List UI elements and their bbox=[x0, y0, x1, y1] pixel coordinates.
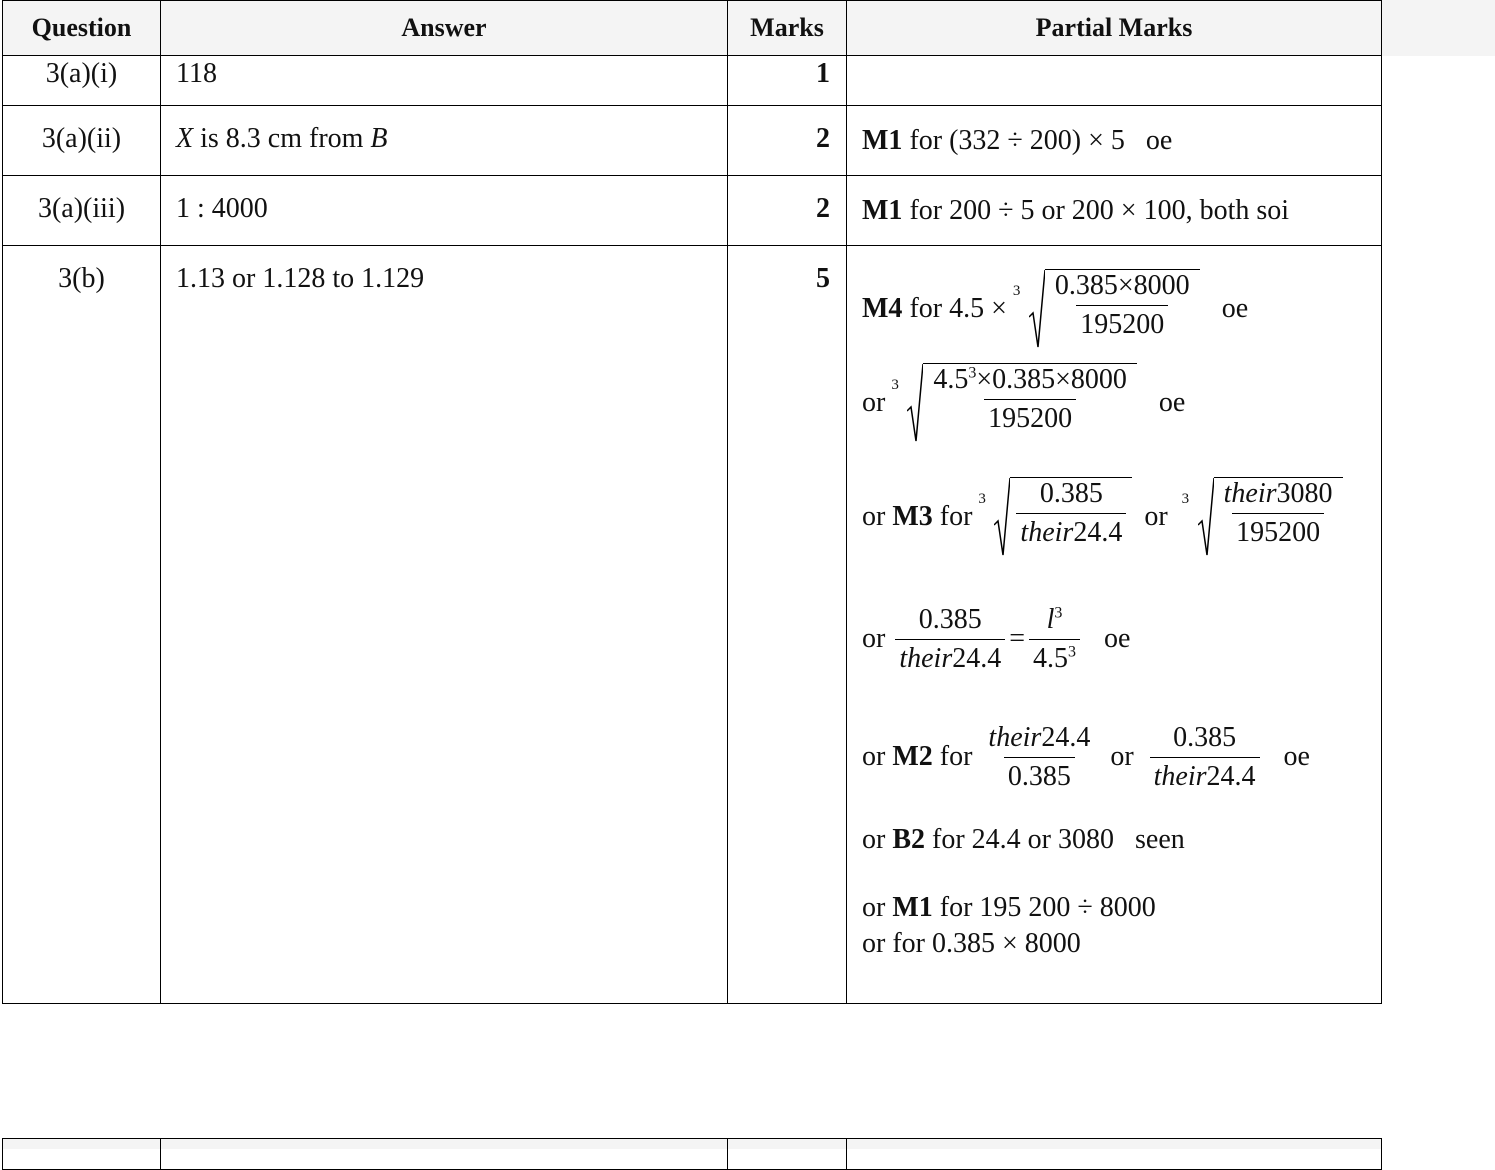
empty-cell bbox=[3, 1139, 161, 1170]
m1-line bbox=[862, 892, 1381, 924]
radical-sign bbox=[1029, 269, 1045, 349]
fraction-numerator: 0.385 bbox=[1173, 721, 1237, 753]
next-table-fragment bbox=[2, 1138, 1382, 1170]
marks-cell: 2 bbox=[728, 176, 847, 246]
or-text: or bbox=[1110, 741, 1134, 772]
marks-cell: 5 bbox=[728, 246, 847, 1004]
numerator-rest: ×0.385×8000 bbox=[976, 364, 1127, 395]
for-text: for bbox=[939, 741, 973, 772]
partial-text: for 200 ÷ 5 or 200 × 100, both soi bbox=[902, 195, 1290, 226]
answer-var-b: B bbox=[370, 123, 388, 154]
fraction-denominator: 195200 bbox=[1076, 305, 1168, 341]
table-row bbox=[3, 176, 1382, 246]
or-text: or bbox=[1144, 501, 1168, 532]
m2-line bbox=[862, 714, 1381, 800]
oe-text: oe bbox=[1221, 293, 1249, 324]
fraction-numerator: 0.385 bbox=[1039, 478, 1103, 509]
table-row bbox=[3, 56, 1382, 106]
partial-cell bbox=[847, 246, 1382, 1004]
answer-text: is 8.3 cm from bbox=[193, 123, 371, 154]
header-answer: Answer bbox=[161, 1, 728, 56]
their-text: their bbox=[899, 642, 953, 674]
cube-root bbox=[1012, 269, 1200, 349]
for-text: for bbox=[909, 293, 943, 324]
mark-code: M3 bbox=[892, 501, 933, 532]
their-text: their bbox=[988, 721, 1042, 753]
mark-code: M4 bbox=[862, 293, 903, 324]
b2-text: for 24.4 or 3080 bbox=[932, 824, 1114, 855]
length-var: l bbox=[1046, 603, 1055, 635]
fraction-denominator: 195200 bbox=[984, 399, 1076, 435]
fraction-numerator: 0.385 bbox=[918, 603, 982, 635]
answer-cell: 118 bbox=[161, 56, 728, 106]
root-index: 3 bbox=[1012, 283, 1021, 299]
radical-sign bbox=[994, 477, 1010, 557]
mark-code: M1 bbox=[862, 125, 903, 156]
or-text: or bbox=[862, 387, 886, 418]
empty-cell bbox=[847, 1139, 1382, 1170]
exponent: 3 bbox=[1054, 604, 1063, 622]
m4-lead: 4.5 × bbox=[949, 293, 1007, 324]
m1-text: for 195 200 ÷ 8000 bbox=[939, 892, 1156, 923]
header-question: Question bbox=[3, 1, 161, 56]
table-row bbox=[3, 246, 1382, 1004]
b2-line bbox=[862, 824, 1381, 856]
radical-sign bbox=[907, 363, 923, 443]
header-marks: Marks bbox=[728, 1, 847, 56]
marks-cell: 1 bbox=[728, 56, 847, 106]
partial-cell bbox=[847, 56, 1382, 106]
or-text: or bbox=[862, 623, 886, 654]
equation-line bbox=[862, 596, 1381, 682]
radical-sign bbox=[1198, 477, 1214, 557]
numerator-value: 3080 bbox=[1276, 478, 1333, 509]
header-margin-shade bbox=[1381, 0, 1495, 56]
empty-cell bbox=[161, 1139, 728, 1170]
mark-code: M1 bbox=[862, 195, 903, 226]
denominator-value: 24.4 bbox=[1206, 760, 1256, 792]
mark-code: M2 bbox=[892, 741, 933, 772]
m4-line bbox=[862, 266, 1381, 352]
fraction-denominator: 0.385 bbox=[1004, 757, 1075, 793]
partial-text: for (332 ÷ 200) × 5 oe bbox=[902, 125, 1173, 156]
or-text: or bbox=[862, 741, 886, 772]
equals-sign: = bbox=[1009, 623, 1026, 654]
root-index: 3 bbox=[891, 377, 899, 393]
m3-line bbox=[862, 474, 1381, 560]
base-value: 4.5 bbox=[933, 364, 969, 395]
their-text: their bbox=[1223, 478, 1277, 509]
cube-root bbox=[978, 477, 1132, 557]
root-index: 3 bbox=[978, 491, 986, 507]
for-text: for bbox=[939, 501, 973, 532]
mark-code: M1 bbox=[892, 892, 933, 923]
cube-root bbox=[1181, 477, 1343, 557]
root-index: 3 bbox=[1181, 491, 1190, 507]
base-value: 4.5 bbox=[1033, 642, 1069, 674]
cube-root bbox=[891, 363, 1137, 443]
table-row bbox=[3, 106, 1382, 176]
header-row bbox=[3, 1, 1382, 56]
fraction-denominator: 195200 bbox=[1232, 513, 1324, 549]
table-row bbox=[3, 1139, 1382, 1170]
answer-cell: 1.13 or 1.128 to 1.129 bbox=[161, 246, 728, 1004]
oe-text: oe bbox=[1158, 387, 1186, 418]
question-cell: 3(b) bbox=[3, 246, 161, 1004]
mark-scheme-table bbox=[2, 0, 1382, 1004]
question-cell: 3(a)(ii) bbox=[3, 106, 161, 176]
mark-code: B2 bbox=[892, 824, 926, 855]
their-text: their bbox=[1020, 517, 1074, 548]
oe-text: oe bbox=[1104, 623, 1131, 654]
denominator-value: 24.4 bbox=[952, 642, 1002, 674]
marks-cell: 2 bbox=[728, 106, 847, 176]
numerator-value: 24.4 bbox=[1041, 721, 1091, 753]
question-cell: 3(a)(i) bbox=[3, 56, 161, 106]
their-text: their bbox=[1153, 760, 1207, 792]
partial-cell bbox=[847, 176, 1382, 246]
question-cell: 3(a)(iii) bbox=[3, 176, 161, 246]
or-text: or bbox=[862, 892, 886, 923]
denominator-value: 24.4 bbox=[1073, 517, 1123, 548]
partial-cell bbox=[847, 106, 1382, 176]
seen-text: seen bbox=[1135, 824, 1185, 855]
m1-line-2: or for 0.385 × 8000 bbox=[862, 928, 1081, 959]
or-text: or bbox=[862, 824, 886, 855]
or-text: or bbox=[862, 501, 886, 532]
answer-var-x: X bbox=[176, 123, 194, 154]
fraction-numerator: 0.385×8000 bbox=[1054, 270, 1190, 301]
empty-cell bbox=[728, 1139, 847, 1170]
exponent: 3 bbox=[968, 364, 977, 382]
answer-cell: 1 : 4000 bbox=[161, 176, 728, 246]
oe-text: oe bbox=[1283, 741, 1310, 772]
alt-m4-line bbox=[862, 358, 1381, 448]
answer-cell bbox=[161, 106, 728, 176]
header-partial-marks: Partial Marks bbox=[847, 1, 1382, 56]
exponent: 3 bbox=[1068, 643, 1077, 661]
